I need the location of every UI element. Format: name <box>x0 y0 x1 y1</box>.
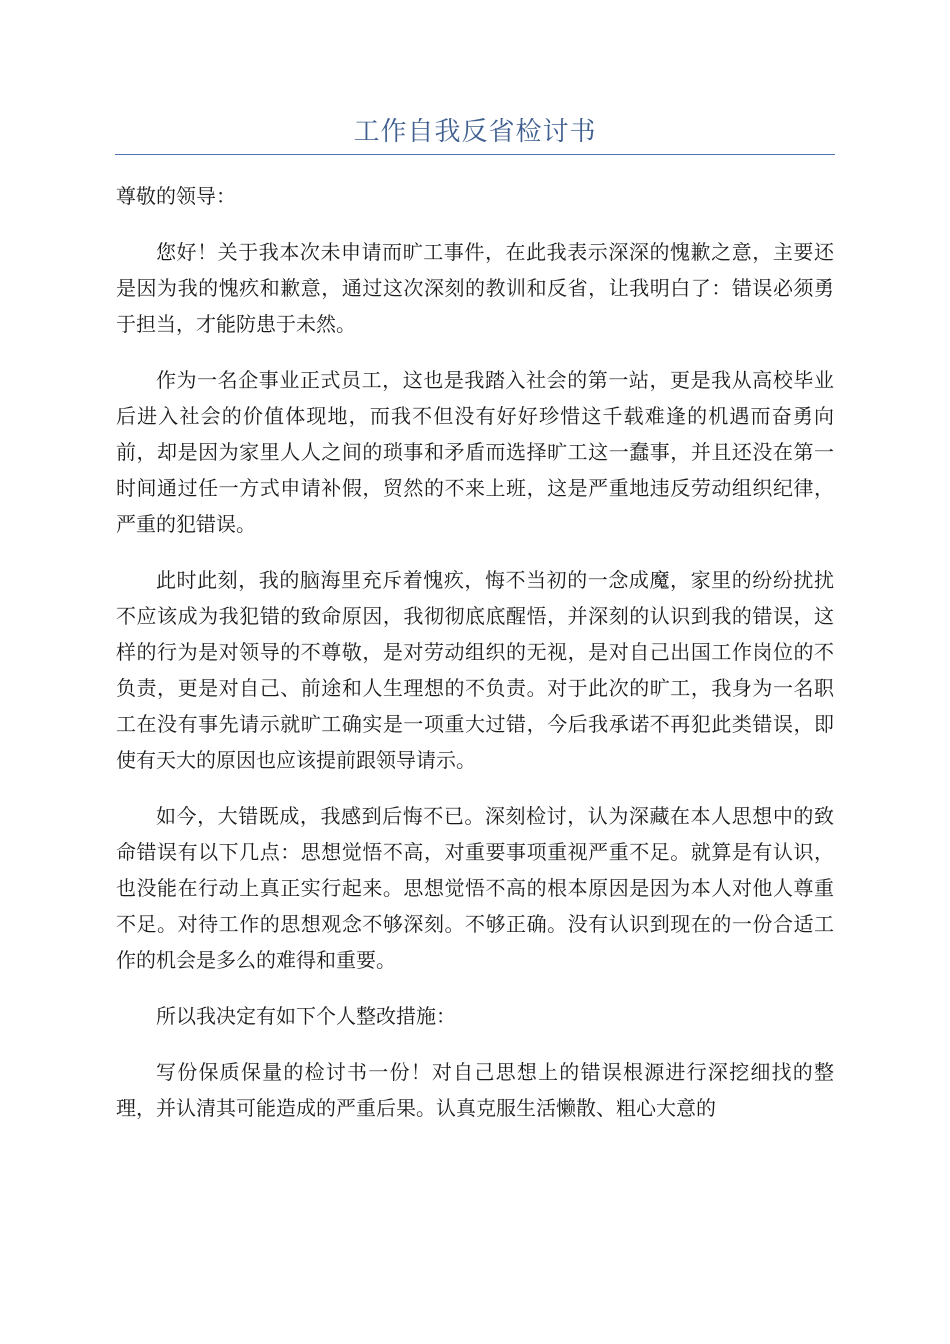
paragraph-1: 您好！关于我本次未申请而旷工事件，在此我表示深深的愧歉之意，主要还是因为我的愧疚和歉意，通过这次深刻的教训和反省，让我明白了：错误必须勇于担当，才能防患于未然。 <box>116 240 834 336</box>
title-underline <box>115 154 835 155</box>
paragraph-2: 作为一名企事业正式员工，这也是我踏入社会的第一站，更是我从高校毕业后进入社会的价值体现地，而我不但没有好好珍惜这千载难逢的机遇而奋勇向前，却是因为家里人人之间的琐事和矛盾而选择旷工这一蠢事，并且还没在第一时间通过任一方式申请补假，贸然的不来上班，这是严重地违反劳动组织纪律，严重的犯错误。 <box>116 368 834 536</box>
paragraph-3: 此时此刻，我的脑海里充斥着愧疚，悔不当初的一念成魔，家里的纷纷扰扰不应该成为我犯错的致命原因，我彻彻底底醒悟，并深刻的认识到我的错误，这样的行为是对领导的不尊敬，是对劳动组织的无视，是对自己出国工作岗位的不负责，更是对自己、前途和人生理想的不负责。对于此次的旷工，我身为一名职工在没有事先请示就旷工确实是一项重大过错，今后我承诺不再犯此类错误，即使有天大的原因也应该提前跟领导请示。 <box>116 568 834 772</box>
document-body <box>116 178 834 1146</box>
paragraph-4: 如今，大错既成，我感到后悔不已。深刻检讨，认为深藏在本人思想中的致命错误有以下几点：思想觉悟不高，对重要事项重视严重不足。就算是有认识，也没能在行动上真正实行起来。思想觉悟不高的根本原因是因为本人对他人尊重不足。对待工作的思想观念不够深刻。不够正确。没有认识到现在的一份合适工作的机会是多么的难得和重要。 <box>116 804 834 972</box>
paragraph-5: 所以我决定有如下个人整改措施： <box>156 1004 456 1028</box>
paragraph-6: 写份保质保量的检讨书一份！对自己思想上的错误根源进行深挖细找的整理，并认清其可能造成的严重后果。认真克服生活懒散、粗心大意的 <box>116 1060 834 1120</box>
document-title: 工作自我反省检讨书 <box>353 117 597 147</box>
salutation: 尊敬的领导： <box>116 184 236 208</box>
